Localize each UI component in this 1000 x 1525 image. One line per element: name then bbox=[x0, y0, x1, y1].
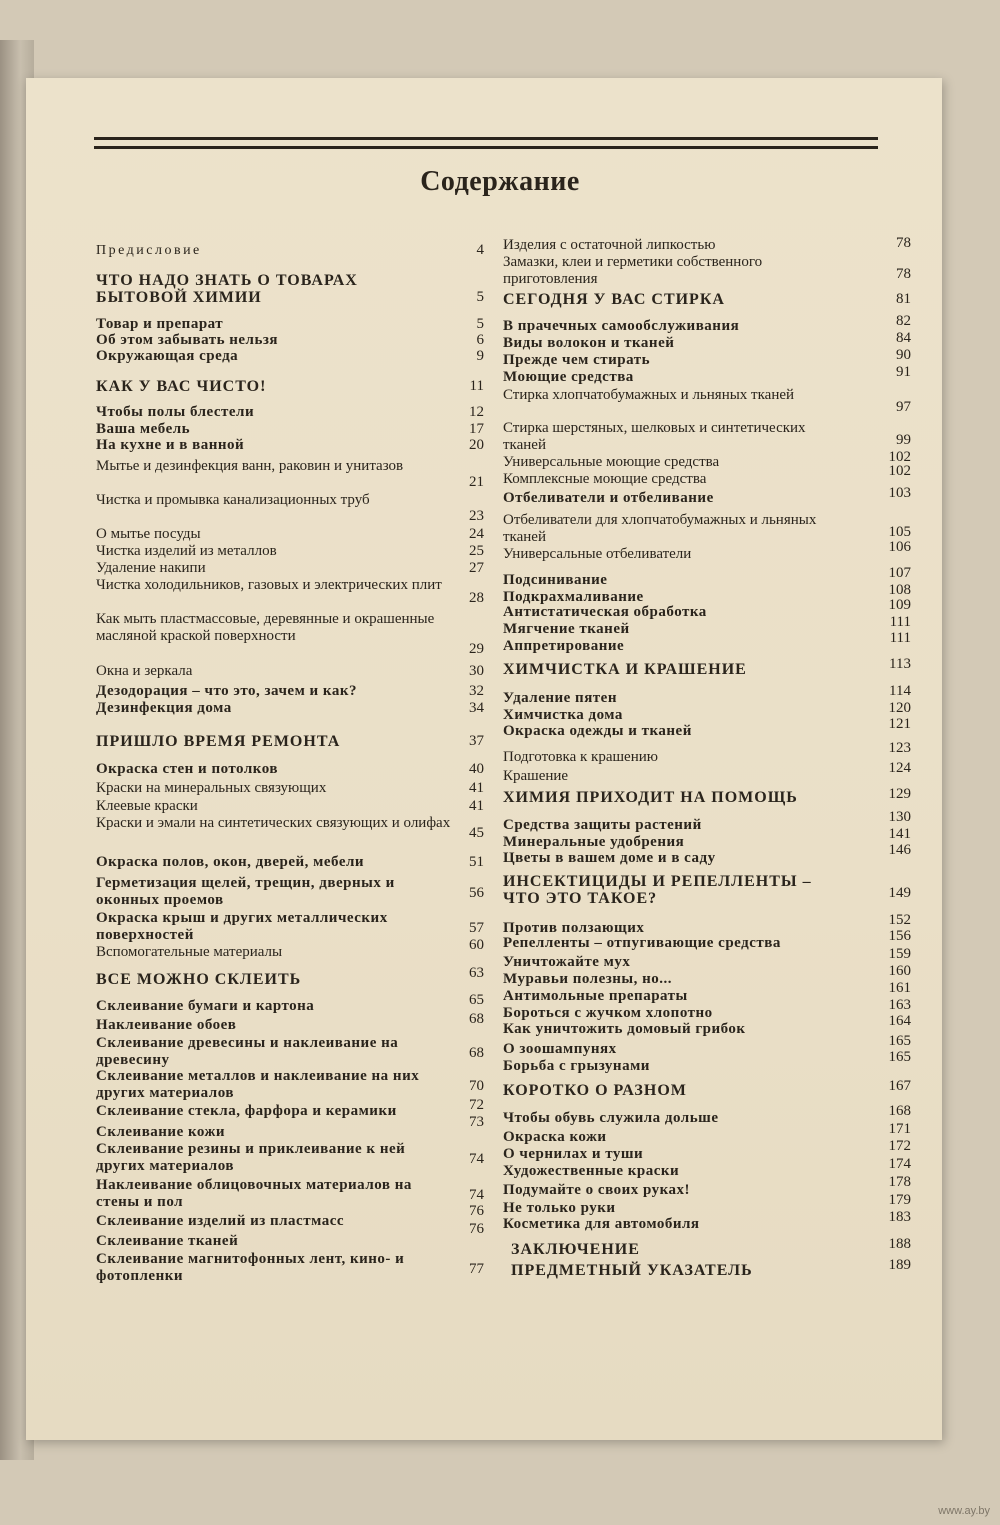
toc-entry-title: Химчистка дома bbox=[503, 707, 623, 723]
toc-page-number: 91 bbox=[896, 364, 911, 380]
toc-entry-title: Бороться с жучком хлопотно bbox=[503, 1005, 713, 1021]
toc-entry-title: Отбеливатели и отбеливание bbox=[503, 490, 714, 506]
toc-page-number: 82 bbox=[896, 313, 911, 329]
toc-page-number: 77 bbox=[469, 1261, 484, 1277]
toc-page-number: 41 bbox=[469, 798, 484, 814]
toc-page-number: 57 bbox=[469, 920, 484, 936]
toc-page-number: 152 bbox=[888, 912, 911, 928]
toc-entry bbox=[503, 512, 915, 546]
toc-page-number: 111 bbox=[889, 630, 911, 646]
toc-page-number: 25 bbox=[469, 543, 484, 559]
toc-entry-title: Окружающая среда bbox=[96, 348, 239, 364]
toc-page-number: 165 bbox=[888, 1049, 911, 1065]
toc-entry-title: Изделия с остаточной липкостью bbox=[503, 237, 716, 253]
toc-entry bbox=[96, 854, 488, 871]
toc-entry bbox=[503, 873, 915, 907]
toc-entry bbox=[503, 347, 915, 369]
toc-entry-title: Окраска одежды и тканей bbox=[503, 723, 692, 739]
toc-entry bbox=[503, 1156, 915, 1180]
toc-entry bbox=[503, 463, 915, 488]
toc-entry bbox=[503, 291, 915, 308]
toc-page-number: 164 bbox=[888, 1013, 911, 1029]
toc-entry-title: Окна и зеркала bbox=[96, 663, 193, 679]
toc-entry-title: Средства защиты растений bbox=[503, 817, 702, 833]
toc-page-number: 28 bbox=[469, 590, 484, 606]
toc-page-number: 23 bbox=[469, 508, 484, 524]
toc-entry bbox=[503, 656, 915, 678]
toc-entry bbox=[503, 1257, 915, 1279]
toc-page-number: 102 bbox=[888, 449, 911, 465]
toc-entry bbox=[503, 1121, 915, 1146]
toc-entry-title: Склеивание бумаги и картона bbox=[96, 998, 315, 1014]
toc-entry-title: Чтобы полы блестели bbox=[96, 404, 255, 420]
toc-page-number: 5 bbox=[476, 289, 484, 305]
toc-entry bbox=[96, 437, 488, 454]
toc-page-number: 188 bbox=[888, 1236, 911, 1252]
toc-entry-title: Как мыть пластмассовые, деревянные и окрашенные масляной краской поверхности bbox=[96, 611, 435, 644]
toc-entry bbox=[96, 316, 488, 333]
toc-entry-title: Окраска стен и потолков bbox=[96, 761, 278, 777]
toc-entry-title: Наклеивание обоев bbox=[96, 1017, 237, 1033]
toc-entry bbox=[503, 809, 915, 834]
toc-page-number: 74 bbox=[469, 1151, 484, 1167]
toc-entry-title: Склеивание стекла, фарфора и керамики bbox=[96, 1103, 397, 1119]
toc-page-number: 78 bbox=[896, 235, 911, 251]
toc-entry bbox=[503, 716, 915, 740]
toc-page-number: 174 bbox=[888, 1156, 911, 1172]
toc-entry bbox=[96, 611, 488, 657]
toc-entry-title: Репелленты – отпугивающие средства bbox=[503, 935, 781, 951]
toc-page-number: 17 bbox=[469, 421, 484, 437]
toc-entry-title: Моющие средства bbox=[503, 369, 634, 385]
toc-entry bbox=[96, 1251, 488, 1285]
toc-entry-title: Художественные краски bbox=[503, 1163, 680, 1179]
toc-entry bbox=[503, 1174, 915, 1199]
toc-entry bbox=[503, 313, 915, 335]
toc-entry-title: Краски на минеральных связующих bbox=[96, 780, 327, 796]
toc-entry-title: Аппретирование bbox=[503, 638, 625, 654]
toc-entry bbox=[503, 485, 915, 507]
toc-entry bbox=[96, 458, 488, 490]
toc-page-number: 163 bbox=[888, 997, 911, 1013]
toc-entry-title: Антистатическая обработка bbox=[503, 604, 707, 620]
toc-entry bbox=[503, 786, 915, 806]
toc-page-number: 32 bbox=[469, 683, 484, 699]
toc-page-number: 74 bbox=[469, 1187, 484, 1203]
toc-entry bbox=[503, 330, 915, 352]
toc-entry bbox=[503, 364, 915, 386]
toc-entry bbox=[96, 910, 488, 944]
toc-page-number: 113 bbox=[889, 656, 911, 672]
toc-page-number: 183 bbox=[888, 1209, 911, 1225]
toc-entry bbox=[503, 1138, 915, 1163]
toc-entry-title: ЗАКЛЮЧЕНИЕ bbox=[511, 1241, 640, 1258]
header-rule-top bbox=[94, 137, 878, 140]
toc-entry-title: Прежде чем стирать bbox=[503, 352, 651, 368]
toc-entry-title: ХИМИЯ ПРИХОДИТ НА ПОМОЩЬ bbox=[503, 789, 798, 806]
toc-entry-title: Крашение bbox=[503, 768, 569, 784]
toc-entry bbox=[503, 1192, 915, 1217]
toc-entry-title: О мытье посуды bbox=[96, 526, 201, 542]
toc-entry bbox=[96, 780, 488, 797]
toc-entry bbox=[503, 449, 915, 471]
toc-page-number: 111 bbox=[889, 614, 911, 630]
toc-entry bbox=[96, 700, 488, 717]
toc-entry bbox=[503, 700, 915, 724]
toc-entry-title: Мягчение тканей bbox=[503, 621, 630, 637]
toc-entry-title: На кухне и в ванной bbox=[96, 437, 245, 453]
toc-page-number: 108 bbox=[888, 582, 911, 598]
toc-page-number: 51 bbox=[469, 854, 484, 870]
toc-entry-title: Окраска кожи bbox=[503, 1129, 607, 1145]
toc-page-number: 120 bbox=[888, 700, 911, 716]
toc-page-number: 68 bbox=[469, 1011, 484, 1027]
toc-entry-title: Уничтожайте мух bbox=[503, 954, 631, 970]
toc-entry bbox=[96, 875, 488, 909]
toc-entry bbox=[96, 242, 488, 259]
toc-entry bbox=[96, 378, 488, 395]
toc-page-number: 109 bbox=[888, 597, 911, 613]
toc-entry bbox=[96, 1177, 488, 1211]
toc-page-number: 30 bbox=[469, 663, 484, 679]
toc-entry-title: Универсальные отбеливатели bbox=[503, 546, 692, 562]
toc-entry bbox=[503, 740, 915, 766]
toc-entry-title: Склеивание кожи bbox=[96, 1124, 226, 1140]
toc-page-number: 114 bbox=[889, 683, 911, 699]
toc-page-number: 65 bbox=[469, 992, 484, 1008]
toc-page-number: 12 bbox=[469, 404, 484, 420]
toc-entry bbox=[96, 348, 488, 365]
toc-entry bbox=[96, 937, 488, 961]
toc-entry bbox=[96, 1203, 488, 1230]
toc-entry-title: ПРЕДМЕТНЫЙ УКАЗАТЕЛЬ bbox=[511, 1262, 753, 1279]
toc-entry-title: Склеивание магнитофонных лент, кино- и фотопленки bbox=[96, 1251, 405, 1284]
toc-page-number: 29 bbox=[469, 641, 484, 657]
toc-entry bbox=[503, 1209, 915, 1233]
toc-entry bbox=[503, 963, 915, 988]
toc-page-number: 178 bbox=[888, 1174, 911, 1190]
toc-page-number: 41 bbox=[469, 780, 484, 796]
toc-entry-title: Антимольные препараты bbox=[503, 988, 688, 1004]
toc-entry bbox=[503, 630, 915, 655]
toc-entry bbox=[503, 1033, 915, 1058]
toc-entry-title: О чернилах и туши bbox=[503, 1146, 644, 1162]
toc-entry-title: Об этом забывать нельзя bbox=[96, 332, 279, 348]
toc-entry-title: Подготовка к крашению bbox=[503, 749, 658, 765]
toc-entry bbox=[503, 387, 915, 415]
toc-page-number: 56 bbox=[469, 885, 484, 901]
toc-entry-title: Стирка шерстяных, шелковых и синтетических тканей bbox=[503, 420, 806, 453]
toc-entry bbox=[96, 683, 488, 700]
toc-page-number: 179 bbox=[888, 1192, 911, 1208]
toc-entry-title: Окраска полов, окон, дверей, мебели bbox=[96, 854, 365, 870]
toc-entry bbox=[503, 1103, 915, 1127]
toc-entry-title: Дезодорация – что это, зачем и как? bbox=[96, 683, 357, 699]
toc-entry-title: Склеивание древесины и наклеивание на древесину bbox=[96, 1035, 399, 1068]
toc-entry-title: Мытье и дезинфекция ванн, раковин и унитазов bbox=[96, 458, 404, 474]
toc-page-number: 37 bbox=[469, 733, 484, 749]
toc-page-number: 172 bbox=[888, 1138, 911, 1154]
toc-entry-title: КОРОТКО О РАЗНОМ bbox=[503, 1082, 687, 1099]
toc-page-number: 81 bbox=[896, 291, 911, 307]
toc-page-number: 159 bbox=[888, 946, 911, 962]
toc-entry bbox=[96, 543, 488, 560]
toc-entry bbox=[503, 1078, 915, 1099]
toc-page-number: 11 bbox=[469, 378, 484, 394]
toc-entry bbox=[96, 1068, 488, 1102]
toc-page-number: 76 bbox=[469, 1203, 484, 1219]
toc-entry-title: Комплексные моющие средства bbox=[503, 471, 707, 487]
toc-page-number: 99 bbox=[896, 432, 911, 448]
toc-entry-title: Муравьи полезны, но... bbox=[503, 971, 673, 987]
toc-entry bbox=[96, 526, 488, 543]
toc-page-number: 4 bbox=[476, 242, 484, 258]
page-title: Содержание bbox=[420, 166, 580, 197]
toc-entry bbox=[503, 237, 915, 254]
toc-entry bbox=[503, 254, 915, 288]
toc-entry-title: Цветы в вашем доме и в саду bbox=[503, 850, 716, 866]
toc-entry-title: Виды волокон и тканей bbox=[503, 335, 675, 351]
toc-entry-title: Чистка и промывка канализационных труб bbox=[96, 492, 370, 508]
toc-entry bbox=[96, 577, 488, 606]
toc-entry-title: Склеивание изделий из пластмасс bbox=[96, 1213, 345, 1229]
toc-page-number: 5 bbox=[476, 316, 484, 332]
toc-entry-title: Предисловие bbox=[96, 243, 202, 258]
toc-entry bbox=[96, 492, 488, 524]
toc-page-number: 146 bbox=[888, 842, 911, 858]
toc-page-number: 60 bbox=[469, 937, 484, 953]
toc-page-number: 68 bbox=[469, 1045, 484, 1061]
toc-entry bbox=[96, 815, 488, 841]
toc-entry bbox=[503, 1236, 915, 1258]
toc-entry bbox=[96, 421, 488, 438]
toc-page-number: 103 bbox=[888, 485, 911, 501]
toc-entry bbox=[503, 539, 915, 563]
toc-entry-title: ВСЕ МОЖНО СКЛЕИТЬ bbox=[96, 971, 302, 988]
toc-page-number: 70 bbox=[469, 1078, 484, 1094]
toc-entry bbox=[96, 733, 488, 750]
toc-page-number: 141 bbox=[888, 826, 911, 842]
toc-page-number: 40 bbox=[469, 761, 484, 777]
toc-entry bbox=[503, 997, 915, 1022]
toc-entry bbox=[503, 683, 915, 707]
toc-page-number: 63 bbox=[469, 965, 484, 981]
toc-entry-title: Борьба с грызунами bbox=[503, 1058, 650, 1074]
toc-entry-title: Замазки, клеи и герметики собственного приготовления bbox=[503, 254, 763, 287]
toc-entry bbox=[96, 1097, 488, 1120]
toc-entry bbox=[96, 332, 488, 349]
toc-page-number: 72 bbox=[469, 1097, 484, 1113]
toc-page-number: 165 bbox=[888, 1033, 911, 1049]
toc-entry-title: Дезинфекция дома bbox=[96, 700, 232, 716]
toc-entry-title: ПРИШЛО ВРЕМЯ РЕМОНТА bbox=[96, 733, 341, 750]
toc-entry-title: Герметизация щелей, трещин, дверных и оконных проемов bbox=[96, 875, 395, 908]
toc-page-number: 124 bbox=[888, 760, 911, 776]
toc-entry-title: Чтобы обувь служила дольше bbox=[503, 1110, 719, 1126]
toc-entry bbox=[96, 404, 488, 421]
toc-entry-title: Не только руки bbox=[503, 1200, 616, 1216]
toc-entry bbox=[503, 565, 915, 589]
toc-entry-title: Минеральные удобрения bbox=[503, 834, 685, 850]
toc-entry bbox=[96, 761, 488, 778]
toc-page-number: 123 bbox=[888, 740, 911, 756]
toc-entry bbox=[503, 980, 915, 1005]
toc-entry-title: ХИМЧИСТКА И КРАШЕНИЕ bbox=[503, 661, 747, 678]
toc-entry-title: Универсальные моющие средства bbox=[503, 454, 720, 470]
header-rule-bottom bbox=[94, 146, 878, 149]
toc-page-number: 121 bbox=[888, 716, 911, 732]
toc-entry-title: Краски и эмали на синтетических связующих и олифах bbox=[96, 815, 451, 831]
toc-page-number: 161 bbox=[888, 980, 911, 996]
toc-entry bbox=[96, 798, 488, 815]
toc-page-number: 156 bbox=[888, 928, 911, 944]
toc-page-number: 27 bbox=[469, 560, 484, 576]
toc-page-number: 34 bbox=[469, 700, 484, 716]
toc-page-number: 90 bbox=[896, 347, 911, 363]
toc-page-number: 73 bbox=[469, 1114, 484, 1130]
toc-entry-title: Наклеивание облицовочных материалов на стены и пол bbox=[96, 1177, 412, 1210]
watermark: www.ay.by bbox=[938, 1505, 990, 1517]
toc-entry bbox=[96, 1035, 488, 1069]
toc-page-number: 45 bbox=[469, 825, 484, 841]
toc-page-number: 76 bbox=[469, 1221, 484, 1237]
toc-page-number: 130 bbox=[888, 809, 911, 825]
toc-entry bbox=[503, 946, 915, 971]
toc-entry-title: Вспомогательные материалы bbox=[96, 944, 283, 960]
toc-entry bbox=[96, 965, 488, 988]
toc-entry-title: Удаление пятен bbox=[503, 690, 617, 706]
toc-entry bbox=[96, 992, 488, 1015]
toc-entry bbox=[96, 560, 488, 577]
toc-entry-title: Косметика для автомобиля bbox=[503, 1216, 700, 1232]
toc-page-number: 160 bbox=[888, 963, 911, 979]
toc-entry bbox=[96, 1114, 488, 1141]
toc-entry-title: Против ползающих bbox=[503, 920, 645, 936]
toc-page-number: 102 bbox=[888, 463, 911, 479]
toc-entry bbox=[503, 420, 915, 454]
toc-page-number: 24 bbox=[469, 526, 484, 542]
toc-page-number: 21 bbox=[469, 474, 484, 490]
toc-entry-title: Удаление накипи bbox=[96, 560, 206, 576]
toc-page-number: 129 bbox=[888, 786, 911, 802]
toc-entry-title: Чистка холодильников, газовых и электрических плит bbox=[96, 577, 442, 593]
toc-entry-title: Подкрахмаливание bbox=[503, 589, 644, 605]
toc-page-number: 6 bbox=[476, 332, 484, 348]
toc-page-number: 97 bbox=[896, 399, 911, 415]
toc-entry-title: В прачечных самообслуживания bbox=[503, 318, 740, 334]
toc-page-number: 105 bbox=[888, 524, 911, 540]
toc-entry-title: КАК У ВАС ЧИСТО! bbox=[96, 378, 267, 395]
toc-entry-title: Ваша мебель bbox=[96, 421, 191, 437]
toc-entry-title: Склеивание тканей bbox=[96, 1233, 239, 1249]
toc-entry bbox=[96, 663, 488, 680]
toc-page-number: 107 bbox=[888, 565, 911, 581]
toc-page-number: 20 bbox=[469, 437, 484, 453]
toc-entry bbox=[503, 614, 915, 638]
toc-entry bbox=[96, 1011, 488, 1034]
toc-entry-title: Отбеливатели для хлопчатобумажных и льняных тканей bbox=[503, 512, 817, 545]
toc-entry-title: СЕГОДНЯ У ВАС СТИРКА bbox=[503, 291, 725, 308]
toc-page-number: 167 bbox=[888, 1078, 911, 1094]
toc-page-number: 9 bbox=[476, 348, 484, 364]
toc-entry-title: Подумайте о своих руках! bbox=[503, 1182, 691, 1198]
toc-entry-title: ЧТО НАДО ЗНАТЬ О ТОВАРАХ БЫТОВОЙ ХИМИИ bbox=[96, 272, 358, 306]
toc-entry-title: Товар и препарат bbox=[96, 316, 224, 332]
toc-entry-title: Окраска крыш и других металлических поверхностей bbox=[96, 910, 388, 943]
toc-entry bbox=[503, 826, 915, 851]
toc-entry-title: ИНСЕКТИЦИДЫ И РЕПЕЛЛЕНТЫ – ЧТО ЭТО ТАКОЕ? bbox=[503, 873, 812, 907]
toc-page-number: 84 bbox=[896, 330, 911, 346]
toc-page-number: 171 bbox=[888, 1121, 911, 1137]
toc-entry-title: Склеивание металлов и наклеивание на них других материалов bbox=[96, 1068, 420, 1101]
toc-entry-title: О зоошампунях bbox=[503, 1041, 617, 1057]
toc-entry-title: Стирка хлопчатобумажных и льняных тканей bbox=[503, 387, 795, 403]
toc-entry bbox=[96, 1141, 488, 1175]
toc-entry bbox=[96, 272, 488, 306]
toc-page-number: 168 bbox=[888, 1103, 911, 1119]
toc-entry-title: Подсинивание bbox=[503, 572, 608, 588]
toc-entry-title: Как уничтожить домовый грибок bbox=[503, 1021, 746, 1037]
toc-entry bbox=[503, 760, 915, 785]
toc-page-number: 106 bbox=[888, 539, 911, 555]
toc-page-number: 78 bbox=[896, 266, 911, 282]
toc-entry-title: Клеевые краски bbox=[96, 798, 198, 814]
toc-page-number: 189 bbox=[888, 1257, 911, 1273]
toc-page-number: 149 bbox=[888, 885, 911, 901]
toc-entry-title: Склеивание резины и приклеивание к ней других материалов bbox=[96, 1141, 406, 1174]
toc-entry-title: Чистка изделий из металлов bbox=[96, 543, 277, 559]
